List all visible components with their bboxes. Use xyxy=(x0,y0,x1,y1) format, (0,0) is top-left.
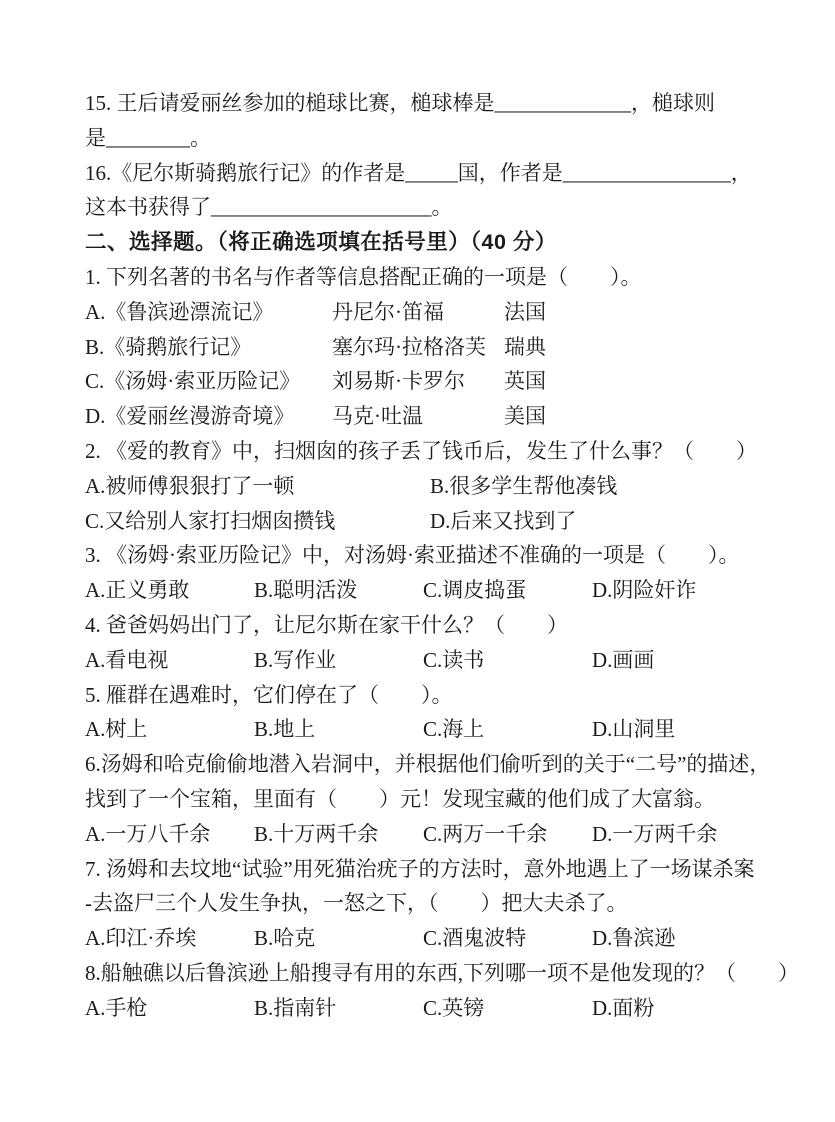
q2-option-a: A.被师傅狠狠打了一顿 xyxy=(85,473,295,498)
q1-option-a-title: A.《鲁滨逊漂流记》 xyxy=(85,299,274,324)
q1-option-b-title: B.《骑鹅旅行记》 xyxy=(85,334,252,359)
q7-option-b: B.哈克 xyxy=(254,926,316,951)
q4-option-d: D.画画 xyxy=(592,647,655,672)
q6-stem-line1: 6.汤姆和哈克偷偷地潜入岩洞中，并根据他们偷听到的关于“二号”的描述， xyxy=(85,752,771,777)
q1-option-row-b xyxy=(85,330,755,365)
q7-stem-line2: -去盗尸三个人发生争执，一怒之下，（ ）把大夫杀了。 xyxy=(85,891,628,916)
q1-option-c-country: 英国 xyxy=(504,369,546,394)
q7-option-a: A.印江·乔埃 xyxy=(85,926,197,951)
q6-option-d: D.一万两千余 xyxy=(592,821,718,846)
q7-stem-line1: 7. 汤姆和去坟地“试验”用死猫治疣子的方法时，意外地遇上了一场谋杀案 xyxy=(85,856,755,881)
q2-option-b: B.很多学生帮他凑钱 xyxy=(430,473,618,498)
q1-stem: 1. 下列名著的书名与作者等信息搭配正确的一项是（ ）。 xyxy=(85,264,642,289)
q5-option-d: D.山洞里 xyxy=(592,717,676,742)
q2-option-row-cd xyxy=(85,504,755,539)
q3-option-row xyxy=(85,573,755,608)
q8-option-b: B.指南针 xyxy=(254,995,337,1020)
q4-option-c: C.读书 xyxy=(423,647,485,672)
q8-option-a: A.手枪 xyxy=(85,995,148,1020)
q1-option-b-author: 塞尔玛·拉格洛芙 xyxy=(332,334,486,359)
q5-option-c: C.海上 xyxy=(423,717,485,742)
q16-stem-line1: 16.《尼尔斯骑鹅旅行记》的作者是_____国，作者是________________， xyxy=(85,160,752,185)
q7-option-d: D.鲁滨逊 xyxy=(592,926,676,951)
q7-option-c: C.酒鬼波特 xyxy=(423,926,527,951)
q1-option-d-country: 美国 xyxy=(504,404,546,429)
q3-option-b: B.聪明活泼 xyxy=(254,578,358,603)
q1-option-row-d xyxy=(85,399,755,434)
q1-option-d-title: D.《爱丽丝漫游奇境》 xyxy=(85,404,295,429)
q7-option-row xyxy=(85,921,755,956)
q2-option-d: D.后来又找到了 xyxy=(430,508,577,533)
q5-stem: 5. 雁群在遇难时，它们停在了（ ）。 xyxy=(85,682,453,707)
q2-stem: 2. 《爱的教育》中，扫烟囱的孩子丢了钱币后，发生了什么事？（ ） xyxy=(85,438,757,463)
q1-option-b-country: 瑞典 xyxy=(504,334,546,359)
q1-option-row-c xyxy=(85,364,755,399)
q1-option-a-country: 法国 xyxy=(504,299,546,324)
q4-stem: 4. 爸爸妈妈出门了，让尼尔斯在家干什么？（ ） xyxy=(85,612,568,637)
q6-option-row xyxy=(85,817,755,852)
q3-option-d: D.阴险奸诈 xyxy=(592,578,697,603)
q8-option-d: D.面粉 xyxy=(592,995,655,1020)
q2-option-row-ab xyxy=(85,469,755,504)
q1-option-c-author: 刘易斯·卡罗尔 xyxy=(332,369,465,394)
q8-option-row xyxy=(85,991,755,1026)
q6-option-a: A.一万八千余 xyxy=(85,821,211,846)
q5-option-b: B.地上 xyxy=(254,717,316,742)
q3-option-a: A.正义勇敢 xyxy=(85,578,190,603)
q1-option-row-a xyxy=(85,295,755,330)
q3-option-c: C.调皮捣蛋 xyxy=(423,578,527,603)
q8-option-c: C.英镑 xyxy=(423,995,485,1020)
q4-option-b: B.写作业 xyxy=(254,647,337,672)
q8-stem: 8.船触礁以后鲁滨逊上船搜寻有用的东西,下列哪一项不是他发现的？（ ） xyxy=(85,960,799,985)
q5-option-row xyxy=(85,712,755,747)
q1-option-c-title: C.《汤姆·索亚历险记》 xyxy=(85,369,301,394)
q6-option-b: B.十万两千余 xyxy=(254,821,379,846)
q6-option-c: C.两万一千余 xyxy=(423,821,548,846)
q4-option-a: A.看电视 xyxy=(85,647,169,672)
q3-stem: 3. 《汤姆·索亚历险记》中，对汤姆·索亚描述不准确的一项是（ ）。 xyxy=(85,543,740,568)
q15-stem-line2: 是________。 xyxy=(85,125,211,150)
q4-option-row xyxy=(85,643,755,678)
q2-option-c: C.又给别人家打扫烟囱攒钱 xyxy=(85,508,336,533)
q5-option-a: A.树上 xyxy=(85,717,148,742)
choice-section-heading: 二、选择题。（将正确选项填在括号里）（40 分） xyxy=(85,230,557,255)
q6-stem-line2: 找到了一个宝箱，里面有（ ）元！发现宝藏的他们成了大富翁。 xyxy=(85,786,715,811)
q1-option-a-author: 丹尼尔·笛福 xyxy=(332,299,444,324)
q16-stem-line2: 这本书获得了_____________________。 xyxy=(85,195,453,220)
q15-stem-line1: 15. 王后请爱丽丝参加的槌球比赛，槌球棒是_____________，槌球则 xyxy=(85,91,715,115)
q1-option-d-author: 马克·吐温 xyxy=(332,404,423,429)
